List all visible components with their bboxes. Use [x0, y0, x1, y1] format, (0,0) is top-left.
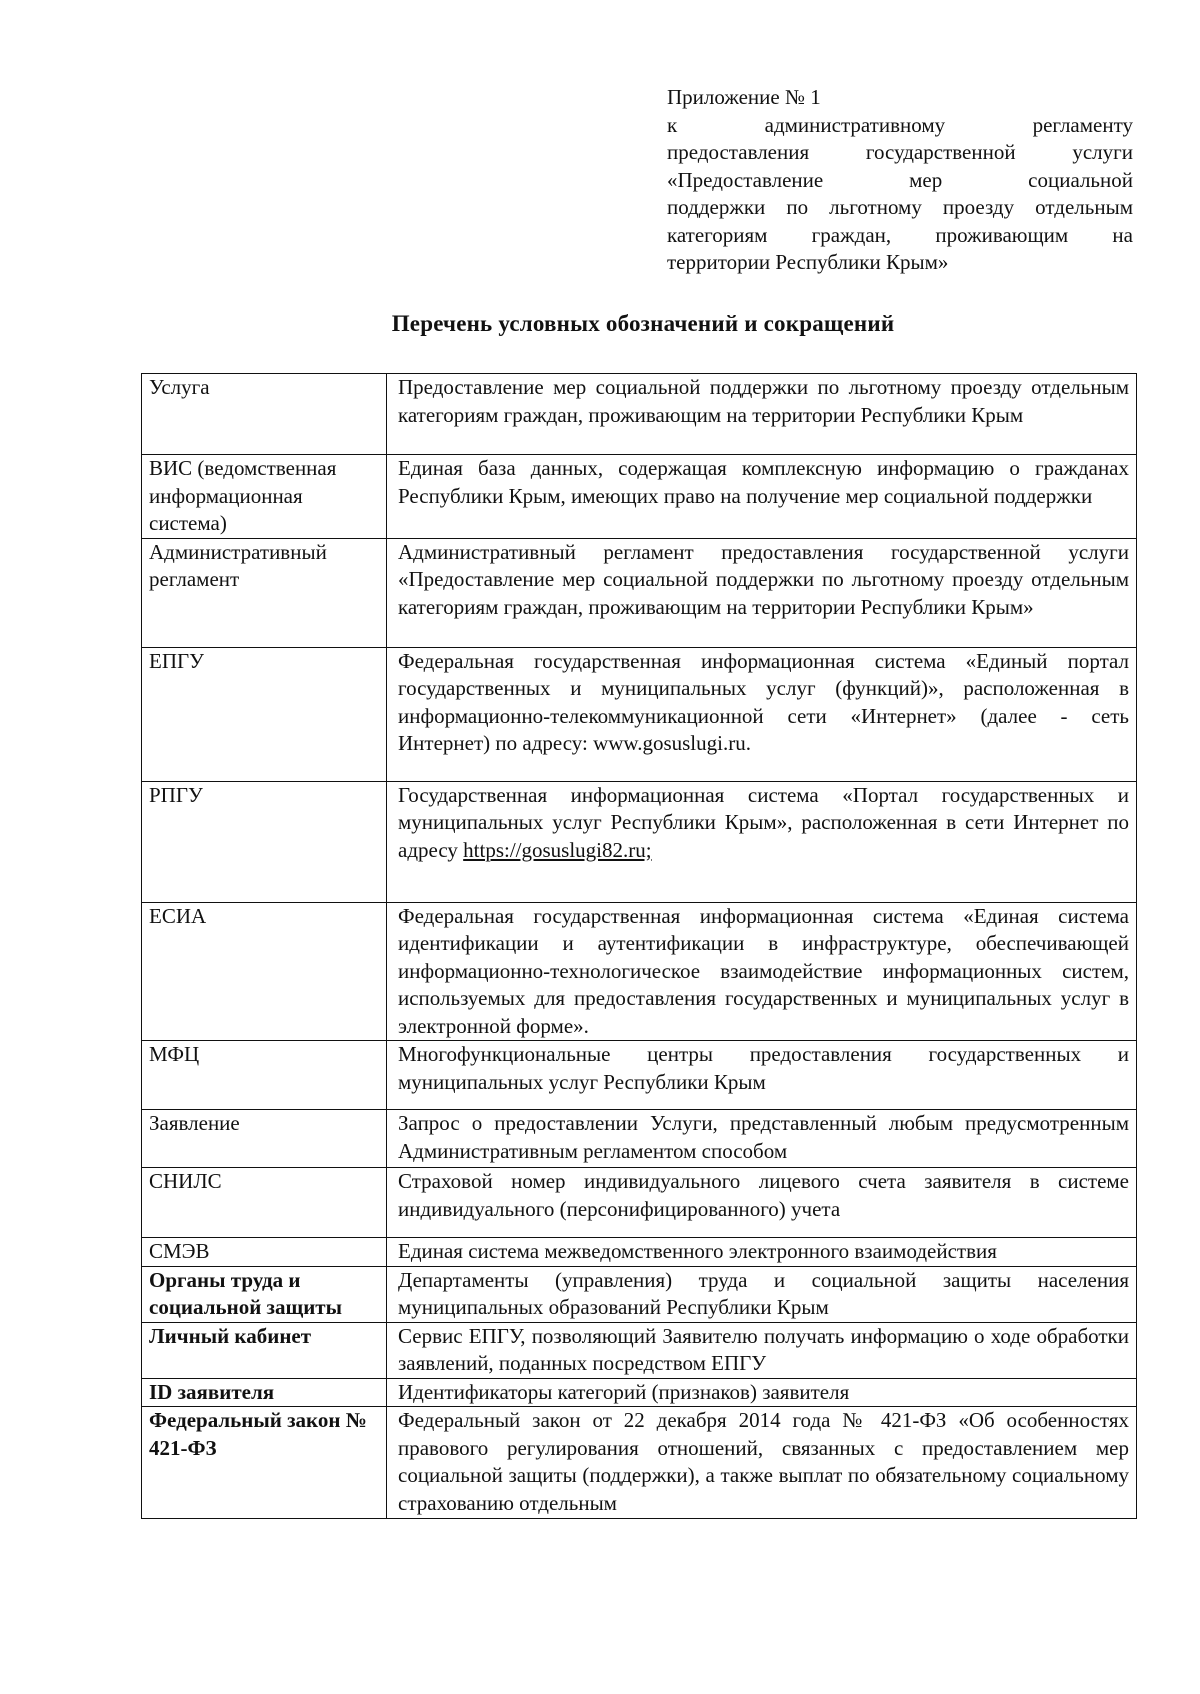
definition-cell: Идентификаторы категорий (признаков) заявителя [387, 1378, 1137, 1407]
table-row [142, 1168, 1137, 1238]
table-row [142, 1041, 1137, 1110]
definition-cell: Департаменты (управления) труда и социальной защиты населения муниципальных образований Республики Крым [387, 1266, 1137, 1322]
definition-cell: Федеральная государственная информационная система «Единая система идентификации и аутентификации в инфраструктуре, обеспечивающей информационно-технологическое взаимодействие информационных систем, используемых для предоставления государственных и муниципальных услуг в электронной форме». [387, 902, 1137, 1041]
definition-cell: Федеральная государственная информационная система «Единый портал государственных и муниципальных услуг (функций)», расположенная в информационно-телекоммуникационной сети «Интернет» (далее - сеть Интернет) по адресу: www.gosuslugi.ru. [387, 647, 1137, 781]
table-row [142, 1238, 1137, 1267]
table-row [142, 1266, 1137, 1322]
table-row [142, 647, 1137, 781]
table-row [142, 455, 1137, 539]
appendix-line: территории Республики Крым» [667, 250, 949, 274]
definition-text: Государственная информационная система «Портал государственных и муниципальных услуг Республики Крым», расположенная в сети Интернет по адресу [398, 782, 1129, 862]
definition-cell: Федеральный закон от 22 декабря 2014 года № 421-ФЗ «Об особенностях правового регулирования отношений, связанных с предоставлением мер социальной защиты (поддержки), а также выплат по обязательному социальному страхованию отдельным [387, 1407, 1137, 1519]
table-row [142, 1322, 1137, 1378]
appendix-line: «Предоставление мер социальной [667, 167, 1133, 192]
term-cell: ЕПГУ [142, 647, 387, 781]
term-cell: РПГУ [142, 781, 387, 902]
term-cell: ID заявителя [142, 1378, 387, 1407]
term-cell: Личный кабинет [142, 1322, 387, 1378]
table-row [142, 538, 1137, 647]
appendix-line: категориям граждан, проживающим на [667, 222, 1133, 247]
portal-link[interactable]: https://gosuslugi82.ru; [463, 837, 652, 862]
definition-cell: Предоставление мер социальной поддержки по льготному проезду отдельным категориям граждан, проживающим на территории Республики Крым [387, 374, 1137, 455]
table-row [142, 374, 1137, 455]
definition-cell: Запрос о предоставлении Услуги, представленный любым предусмотренным Административным регламентом способом [387, 1110, 1137, 1168]
abbreviations-table [141, 373, 1137, 1519]
definition-cell: Сервис ЕПГУ, позволяющий Заявителю получать информацию о ходе обработки заявлений, поданных посредством ЕПГУ [387, 1322, 1137, 1378]
term-cell: СМЭВ [142, 1238, 387, 1267]
appendix-header [667, 84, 1133, 277]
term-cell: Административный регламент [142, 538, 387, 647]
definition-cell: Единая система межведомственного электронного взаимодействия [387, 1238, 1137, 1267]
table-row [142, 1110, 1137, 1168]
table-row [142, 902, 1137, 1041]
term-cell: ВИС (ведомственная информационная система) [142, 455, 387, 539]
term-cell: Услуга [142, 374, 387, 455]
appendix-number: Приложение № 1 [667, 85, 821, 109]
term-cell: МФЦ [142, 1041, 387, 1110]
definition-cell: Страховой номер индивидуального лицевого счета заявителя в системе индивидуального (персонифицированного) учета [387, 1168, 1137, 1238]
document-title: Перечень условных обозначений и сокращений [391, 311, 895, 336]
term-cell: Органы труда и социальной защиты [142, 1266, 387, 1322]
term-cell: СНИЛС [142, 1168, 387, 1238]
term-cell: Заявление [142, 1110, 387, 1168]
definition-cell [387, 781, 1137, 902]
appendix-line: предоставления государственной услуги [667, 140, 1133, 164]
definition-cell: Административный регламент предоставления государственной услуги «Предоставление мер социальной поддержки по льготному проезду отдельным категориям граждан, проживающим на территории Республики Крым» [387, 538, 1137, 647]
appendix-line: поддержки по льготному проезду отдельным [667, 195, 1133, 219]
term-cell: ЕСИА [142, 902, 387, 1041]
table-row [142, 1407, 1137, 1519]
appendix-line: к административному регламенту [667, 112, 1133, 137]
table-row [142, 1378, 1137, 1407]
table-row [142, 781, 1137, 902]
definition-cell: Многофункциональные центры предоставления государственных и муниципальных услуг Республики Крым [387, 1041, 1137, 1110]
term-cell: Федеральный закон № 421-ФЗ [142, 1407, 387, 1519]
definition-cell: Единая база данных, содержащая комплексную информацию о гражданах Республики Крым, имеющих право на получение мер социальной поддержки [387, 455, 1137, 539]
